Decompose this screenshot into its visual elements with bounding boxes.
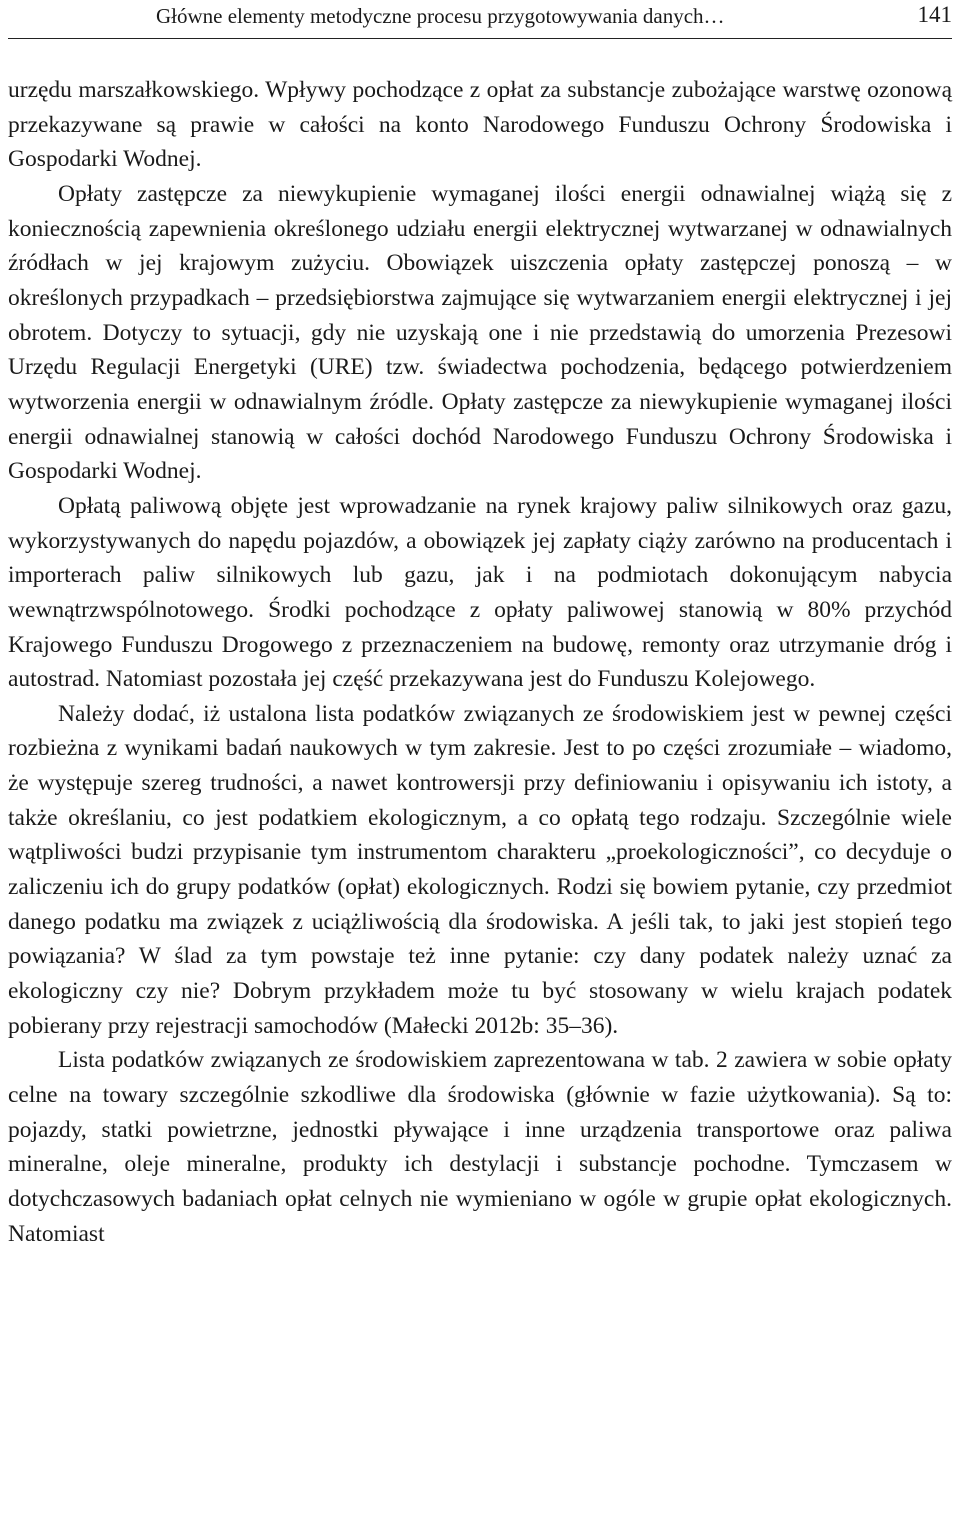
running-header [8,0,952,39]
body-text [8,73,952,1251]
page-number: 141 [917,2,952,27]
paragraph-oplaty-zastepcze: Opłaty zastępcze za niewykupienie wymaganej ilości energii odnawialnej wiążą się z koniecznością zapewnienia określonego udziału energii elektrycznej wytwarzanej w odnawialnych źródłach w jej krajowym zużyciu. Obowiązek uiszczenia opłaty zastępczej ponoszą – w określonych przypadkach – przedsiębiorstwa zajmujące się wytwarzaniem energii elektrycznej i jej obrotem. Dotyczy to sytuacji, gdy nie uzyskają one i nie przedstawią do umorzenia Prezesowi Urzędu Regulacji Energetyki (URE) tzw. świadectwa pochodzenia, będącego potwierdzeniem wytworzenia energii w odnawialnym źródle. Opłaty zastępcze za niewykupienie wymaganej ilości energii odnawialnej stanowią w całości dochód Narodowego Funduszu Ochrony Środowiska i Gospodarki Wodnej. [8,180,952,485]
paragraph-continuation: urzędu marszałkowskiego. Wpływy pochodzące z opłat za substancje zubożające warstwę ozonową przekazywane są prawie w całości na konto Narodowego Funduszu Ochrony Środowiska i Gospodarki Wodnej. [8,77,952,173]
header-title: Główne elementy metodyczne procesu przygotowywania danych… [156,4,725,28]
paragraph-lista-podatkow-rozbiezna: Należy dodać, iż ustalona lista podatków związanych ze środowiskiem jest w pewnej części rozbieżna z wynikami badań naukowych w tym zakresie. Jest to po części zrozumiałe – wiadomo, że występuje szereg trudności, a nawet kontrowersji przy definiowaniu i opisywaniu ich istoty, a także określaniu, co jest podatkiem ekologicznym, a co opłatą tego rodzaju. Szczególnie wiele wątpliwości budzi przypisanie tym instrumentom charakteru „proekologiczności”, co decyduje o zaliczeniu ich do grupy podatków (opłat) ekologicznych. Rodzi się bowiem pytanie, czy przedmiot danego podatku ma związek z uciążliwością dla środowiska. A jeśli tak, to jaki jest stopień tego powiązania? W ślad za tym powstaje też inne pytanie: czy dany podatek należy uznać za ekologiczny czy nie? Dobrym przykładem może tu być stosowany w wielu krajach podatek pobierany przy rejestracji samochodów (Małecki 2012b: 35–36). [8,700,952,1039]
paragraph-oplata-paliwowa: Opłatą paliwową objęte jest wprowadzanie na rynek krajowy paliw silnikowych oraz gazu, wykorzystywanych do napędu pojazdów, a obowiązek jej zapłaty ciąży zarówno na producentach i importerach paliw silnikowych lub gazu, jak i na podmiotach dokonującym nabycia wewnątrzwspólnotowego. Środki pochodzące z opłaty paliwowej stanowią w 80% przychód Krajowego Funduszu Drogowego z przeznaczeniem na budowę, remonty oraz utrzymanie dróg i autostrad. Natomiast pozostała jej część przekazywana jest do Funduszu Kolejowego. [8,492,952,693]
paragraph-lista-podatkow-tab2: Lista podatków związanych ze środowiskiem zaprezentowana w tab. 2 zawiera w sobie opłaty celne na towary szczególnie szkodliwe dla środowiska (głównie w fazie użytkowania). Są to: pojazdy, statki powietrzne, jednostki pływające i inne urządzenia transportowe oraz paliwa mineralne, oleje mineralne, produkty ich destylacji i substancje pochodne. Tymczasem w dotychczasowych badaniach opłat celnych nie wymieniano w ogóle w grupie opłat ekologicznych. Natomiast [8,1047,952,1247]
